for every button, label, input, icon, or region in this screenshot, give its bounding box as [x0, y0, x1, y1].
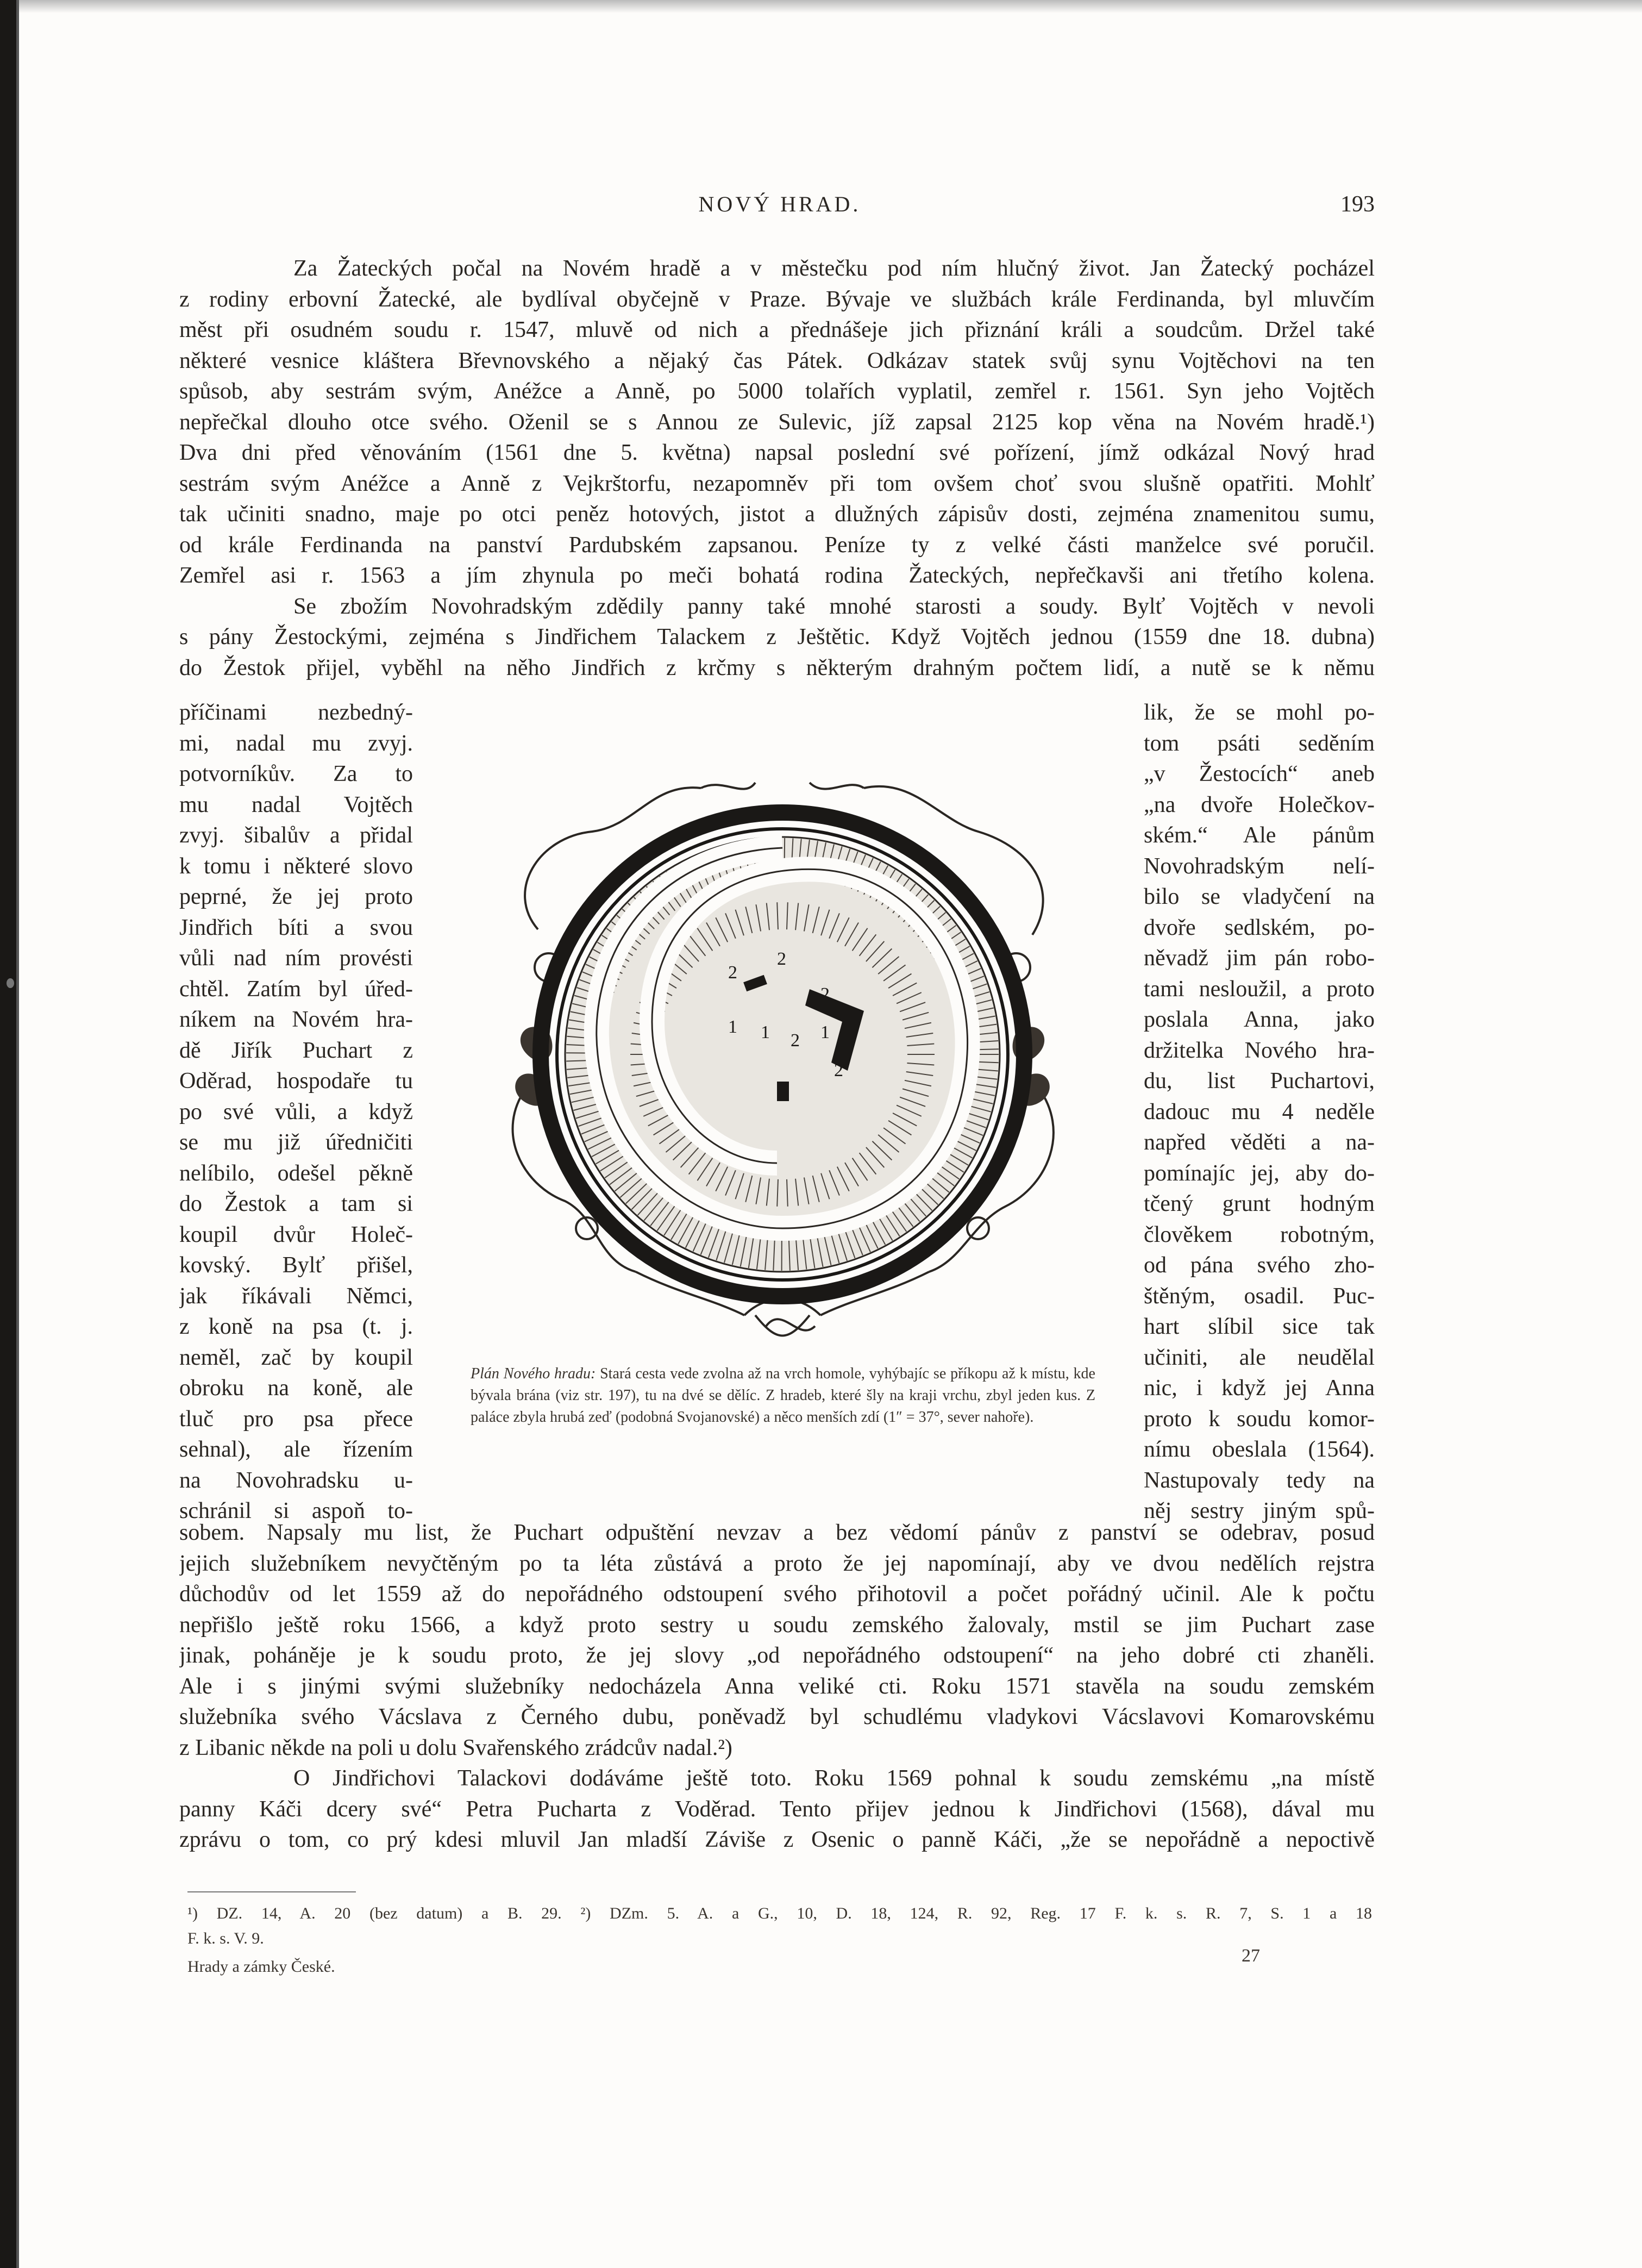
caption-label: Plán Nového hradu: — [471, 1365, 596, 1382]
column-line: hart slíbil sice tak — [1144, 1314, 1375, 1339]
caption-text: Stará cesta vede zvolna až na vrch homole, vyhýbajíc se příkopu až k místu, kde bývala brána (viz str. 197), tu na dvé se dělíc. Z hradeb, které šly na kraji vrchu, zbyl jeden kus. Z paláce zbyla hrubá zeď (podobná Svojanovské) a něco menších zdí (1″ = 37°, sever nahoře). — [471, 1365, 1095, 1426]
column-line: nic, i když jej Anna — [1144, 1376, 1375, 1401]
text-line: jinak, poháněje je k soudu proto, že jej slovy „od nepořádného odstoupení“ na jeho dobré cti zhaněli. — [179, 1643, 1375, 1668]
footnotes — [187, 1901, 1372, 1951]
text-line: některé vesnice kláštera Břevnovského a nějaký čas Pátek. Odkázav statek svůj synu Vojtěchovi na ten — [179, 348, 1375, 373]
plan-number: 2 — [777, 949, 786, 969]
column-line: níkem na Novém hra- — [179, 1007, 413, 1032]
column-line: něvadž jim pán robo- — [1144, 946, 1375, 971]
top-text-block — [179, 253, 1375, 683]
column-line: schránil si aspoň to- — [179, 1498, 413, 1523]
text-line: Dva dni před věnováním (1561 dne 5. května) napsal poslední své pořízení, jímž odkázal Nový hrad — [179, 440, 1375, 465]
plan-number: 2 — [791, 1030, 800, 1051]
column-line: proto k soudu komor- — [1144, 1406, 1375, 1432]
bottom-text-block — [179, 1517, 1375, 1855]
column-line: neměl, zač by koupil — [179, 1345, 413, 1370]
column-line: peprné, že jej proto — [179, 884, 413, 909]
column-line: nímu obeslala (1564). — [1144, 1437, 1375, 1462]
plan-number: 1 — [761, 1022, 770, 1042]
page-number: 193 — [1340, 192, 1375, 217]
column-line: zvyj. šibalův a přidal — [179, 823, 413, 848]
text-line: Ale i s jinými svými služebníky nedocházela Anna veliké cti. Roku 1571 stavěla na soudu zemském — [179, 1673, 1375, 1699]
left-text-column — [179, 697, 413, 1527]
sheet-number: 27 — [1242, 1946, 1260, 1966]
column-line: tluč pro psa přece — [179, 1406, 413, 1432]
column-line: koupil dvůr Holeč- — [179, 1222, 413, 1247]
column-line: „v Žestocích“ aneb — [1144, 761, 1375, 786]
castle-plan-figure — [473, 750, 1092, 1359]
text-line: Se zbožím Novohradským zdědily panny také mnohé starosti a soudy. Bylť Vojtěch v nevoli — [293, 593, 1375, 619]
text-line: Za Žateckých počal na Novém hradě a v městečku pod ním hlučný život. Jan Žatecký pocházel — [293, 256, 1375, 281]
binding-gutter — [0, 0, 16, 2268]
column-line: poslala Anna, jako — [1144, 1007, 1375, 1032]
text-line: zprávu o tom, co prý kdesi mluvil Jan mladší Záviše z Osenic o panně Káči, „že se nepořádně a nepoctivě — [179, 1827, 1375, 1852]
gutter-edge — [16, 0, 19, 2268]
plan-number: 2 — [834, 1060, 843, 1080]
column-line: lik, že se mohl po- — [1144, 700, 1375, 725]
column-line: jak říkávali Němci, — [179, 1283, 413, 1309]
column-line: příčinami nezbedný- — [179, 700, 413, 725]
column-line: do Žestok a tam si — [179, 1191, 413, 1216]
page-top-edge — [18, 0, 1642, 13]
page-header — [185, 191, 1375, 224]
column-line: Jindřich bíti a svou — [179, 915, 413, 940]
book-signature: Hrady a zámky České. — [187, 1958, 335, 1976]
column-line: dadouc mu 4 neděle — [1144, 1099, 1375, 1124]
text-line: panny Káči dcery své“ Petra Pucharta z Voděrad. Tento přijev jednou k Jindřichovi (1568), dával mu — [179, 1796, 1375, 1822]
text-line: sestrám svým Anéžce a Anně z Vejkrštorfu, nezapomněv při tom ovšem choť svou slušně opatřiti. Mohlť — [179, 471, 1375, 496]
column-line: vůli nad ním provésti — [179, 946, 413, 971]
column-line: na Novohradsku u- — [179, 1467, 413, 1493]
footnote-line: ¹) DZ. 14, A. 20 (bez datum) a B. 29. ²) DZm. 5. A. a G., 10, D. 18, 124, R. 92, Reg. 17 F. k. s. R. 7, S. 1 a 18 — [187, 1904, 1372, 1922]
column-line: chtěl. Zatím byl úřed- — [179, 976, 413, 1002]
column-line: se mu již úředničiti — [179, 1130, 413, 1155]
text-line: z rodiny erbovní Žatecké, ale bydlíval obyčejně v Praze. Bývaje ve službách krále Ferdinanda, byl mluvčím — [179, 286, 1375, 312]
right-text-column — [1144, 697, 1375, 1527]
column-line: Oděrad, hospodaře tu — [179, 1069, 413, 1094]
text-line: spůsob, aby sestrám svým, Anéžce a Anně, po 5000 tolařích vyplatil, zemřel r. 1561. Syn jeho Vojtěch — [179, 379, 1375, 404]
column-line: dě Jiřík Puchart z — [179, 1038, 413, 1063]
text-line: nepřečkal dlouho otce svého. Oženil se s Annou ze Sulevic, jíž zapsal 2125 kop věna na Novém hradě.¹) — [179, 409, 1375, 435]
text-line: měst při osudném soudu r. 1547, mluvě od nich a přednášeje jich přiznání králi a soudcům. Držel také — [179, 317, 1375, 342]
column-line: mi, nadal mu zvyj. — [179, 730, 413, 756]
text-line: s pány Žestockými, zejména s Jindřichem Talackem z Ještětic. Když Vojtěch jednou (1559 dne 18. dubna) — [179, 624, 1375, 649]
castle-plan-illustration — [473, 750, 1092, 1359]
column-line: k tomu i některé slovo — [179, 853, 413, 879]
column-line: pomínajíc jej, aby do- — [1144, 1160, 1375, 1186]
column-line: tčený grunt hodným — [1144, 1191, 1375, 1216]
footnote-line: F. k. s. V. 9. — [187, 1929, 264, 1947]
gutter-mark — [7, 978, 14, 988]
column-line: z koně na psa (t. j. — [179, 1314, 413, 1339]
text-line: tak učiniti snadno, maje po otci peněz hotových, jistot a dlužných zápisův dosti, zejména znamenitou sumu, — [179, 502, 1375, 527]
ruin-fragment — [777, 1082, 789, 1101]
column-line: držitelka Nového hra- — [1144, 1038, 1375, 1063]
column-line: kovský. Bylť přišel, — [179, 1253, 413, 1278]
column-line: mu nadal Vojtěch — [179, 792, 413, 817]
text-line: z Libanic někde na poli u dolu Svařenského zrádcův nadal.²) — [179, 1735, 732, 1760]
plan-number: 2 — [728, 963, 737, 983]
text-line: O Jindřichovi Talackovi dodáváme ještě toto. Roku 1569 pohnal k soudu zemskému „na místě — [293, 1766, 1375, 1791]
column-line: tami nesloužil, a proto — [1144, 976, 1375, 1002]
text-line: důchodův od let 1559 až do nepořádného odstoupení svého přihotovil a počet pořádný učinil. Ale k počtu — [179, 1582, 1375, 1607]
plan-number: 1 — [728, 1017, 737, 1037]
text-line: do Žestok přijel, vyběhl na něho Jindřich z krčmy s některým drahným počtem lidí, a nutě se k němu — [179, 655, 1375, 680]
column-line: štěným, osadil. Puc- — [1144, 1283, 1375, 1309]
figure-caption — [471, 1363, 1095, 1428]
column-line: sehnal), ale řízením — [179, 1437, 413, 1462]
footnote-divider — [187, 1891, 356, 1892]
column-line: nelíbilo, odešel pěkně — [179, 1160, 413, 1186]
column-line: člověkem robotným, — [1144, 1222, 1375, 1247]
column-line: něj sestry jiným spů- — [1144, 1498, 1375, 1523]
column-line: „na dvoře Holečkov- — [1144, 792, 1375, 817]
text-line: Zemřel asi r. 1563 a jím zhynula po meči bohatá rodina Žateckých, nepřečkavši ani třetího kolena. — [179, 563, 1375, 588]
column-line: dvoře sedlském, po- — [1144, 915, 1375, 940]
text-line: nepřišlo ještě roku 1566, a když proto sestry u soudu zemského žalovaly, mstil se jim Puchart zase — [179, 1612, 1375, 1638]
column-line: po své vůli, a když — [179, 1099, 413, 1124]
plan-number: 1 — [820, 1022, 830, 1042]
column-line: obroku na koně, ale — [179, 1376, 413, 1401]
column-line: tom psáti seděním — [1144, 730, 1375, 756]
text-line: jejich služebníkem nevyčtěným po ta léta zůstává a proto že jej napomínají, aby ve dvou nedělích rejstra — [179, 1551, 1375, 1576]
text-line: od krále Ferdinanda na panství Pardubském zapsanou. Peníze ty z velké části manželce své poručil. — [179, 532, 1375, 558]
column-line: učiniti, ale neudělal — [1144, 1345, 1375, 1370]
column-line: du, list Puchartovi, — [1144, 1069, 1375, 1094]
running-title: NOVÝ HRAD. — [698, 192, 861, 216]
column-line: bilo se vladyčení na — [1144, 884, 1375, 909]
plan-number: 2 — [820, 984, 830, 1004]
text-line: služebníka svého Vácslava z Černého dubu, poněvadž byl schudlému vladykovi Vácslavovi Komarovskému — [179, 1704, 1375, 1729]
column-line: napřed věděti a na- — [1144, 1130, 1375, 1155]
column-line: od pána svého zho- — [1144, 1253, 1375, 1278]
column-line: Novohradským nelí- — [1144, 853, 1375, 879]
column-line: potvorníkův. Za to — [179, 761, 413, 786]
column-line: ském.“ Ale pánům — [1144, 823, 1375, 848]
text-line: sobem. Napsaly mu list, že Puchart odpuštění nevzav a bez vědomí pánův z panství se odebrav, posud — [179, 1520, 1375, 1545]
column-line: Nastupovaly tedy na — [1144, 1467, 1375, 1493]
